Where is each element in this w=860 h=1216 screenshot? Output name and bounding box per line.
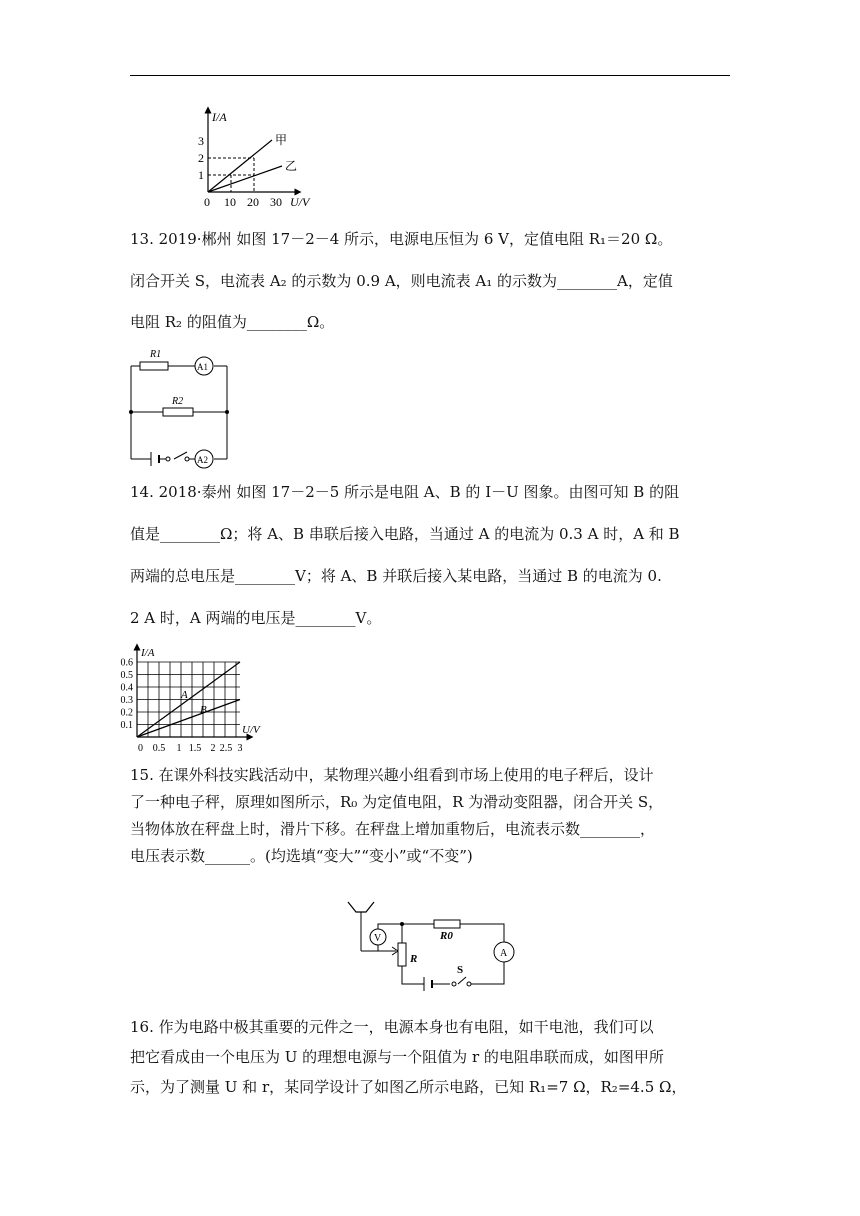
y-tick-0-6: 0.6 <box>120 657 133 669</box>
y-tick-0-5: 0.5 <box>120 670 133 681</box>
q14-line-3: 两端的总电压是________V；将 A、B 并联后接入某电路，当通过 B 的电流为 0. <box>130 567 662 585</box>
r1-label: R1 <box>150 349 162 360</box>
x-tick-2-5: 2.5 <box>219 743 233 754</box>
switch-s <box>452 982 456 986</box>
line-yi <box>208 166 282 192</box>
scale-pan <box>348 902 374 912</box>
q15-line-2: 了一种电子秤，原理如图所示，R₀ 为定值电阻，R 为滑动变阻器，闭合开关 S， <box>130 793 664 811</box>
a2-label: A2 <box>197 455 208 465</box>
q14-line-4: 2 A 时，A 两端的电压是________V。 <box>130 609 382 627</box>
y-tick-0-2: 0.2 <box>120 707 133 719</box>
x-tick-30: 30 <box>270 195 282 209</box>
x-axis-label: U/V <box>290 195 310 209</box>
x-tick-1-5: 1.5 <box>188 743 202 754</box>
q15-line-3: 当物体放在秤盘上时，滑片下移。在秤盘上增加重物后，电流表示数________， <box>130 820 656 838</box>
iu-graph-jia-yi <box>190 104 330 214</box>
x-tick-20: 20 <box>247 195 259 209</box>
y-axis-label: I/A <box>141 647 155 659</box>
q15-line-1: 15. 在课外科技实践活动中，某物理兴趣小组看到市场上使用的电子秤后，设计 <box>130 766 654 784</box>
line-b <box>137 700 240 738</box>
x-axis-label: U/V <box>242 724 260 736</box>
header-rule <box>130 75 730 76</box>
x-tick-2: 2 <box>210 743 216 754</box>
r2-label: R2 <box>172 396 184 407</box>
q16-line-3: 示，为了测量 U 和 r，某同学设计了如图乙所示电路，已知 R₁=7 Ω，R₂=4.5 Ω， <box>130 1078 687 1096</box>
y-axis-label: I/A <box>212 110 227 124</box>
label-jia: 甲 <box>275 133 288 147</box>
q13-line-3: 电阻 R₂ 的阻值为________Ω。 <box>130 313 335 331</box>
x-tick-10: 10 <box>224 195 236 209</box>
resistor-r2 <box>163 408 193 416</box>
q14-line-1: 14. 2018·泰州 如图 17－2－5 所示是电阻 A、B 的 I－U 图象。由图可知 B 的阻 <box>130 483 680 501</box>
q15-line-4: 电压表示数______。(均选填“变大”“变小”或“不变”) <box>130 847 473 865</box>
voltmeter-label: V <box>374 933 382 944</box>
q16-line-2: 把它看成由一个电压为 U 的理想电源与一个阻值为 r 的电阻串联而成，如图甲所 <box>130 1048 664 1066</box>
resistor-r1 <box>140 362 168 370</box>
question-14 <box>130 482 732 628</box>
y-tick-3: 3 <box>198 134 204 148</box>
circuit-17-2-4 <box>124 344 236 470</box>
q13-line-2: 闭合开关 S，电流表 A₂ 的示数为 0.9 A，则电流表 A₁ 的示数为________A，定值 <box>130 272 673 290</box>
origin-label: 0 <box>138 743 143 754</box>
ammeter-label: A <box>500 948 508 959</box>
q16-line-1: 16. 作为电路中极其重要的元件之一，电源本身也有电阻，如干电池，我们可以 <box>130 1018 654 1036</box>
x-tick-0-5: 0.5 <box>152 743 166 754</box>
question-15 <box>130 764 732 867</box>
origin-label: 0 <box>204 195 210 209</box>
a1-label: A1 <box>197 362 208 372</box>
x-tick-1: 1 <box>176 743 182 754</box>
line-jia <box>208 140 272 192</box>
x-tick-3: 3 <box>237 743 243 754</box>
y-tick-0-4: 0.4 <box>120 682 133 694</box>
q14-line-2: 值是________Ω；将 A、B 串联后接入电路，当通过 A 的电流为 0.3 A 时，A 和 B <box>130 525 680 543</box>
resistor-r0 <box>434 920 460 928</box>
iu-graph-a-b <box>118 644 278 756</box>
y-tick-2: 2 <box>198 151 204 165</box>
r0-label: R0 <box>440 930 453 942</box>
question-13 <box>130 229 732 332</box>
question-16 <box>130 1016 732 1098</box>
electronic-scale-circuit <box>340 896 520 1000</box>
switch-label: S <box>457 964 464 976</box>
y-tick-0-3: 0.3 <box>120 695 133 706</box>
q13-line-1: 13. 2019·郴州 如图 17－2－4 所示，电源电压恒为 6 V，定值电阻 R₁＝20 Ω。 <box>130 230 673 248</box>
y-tick-1: 1 <box>198 168 204 182</box>
r-label: R <box>410 953 418 965</box>
label-a: A <box>181 689 188 701</box>
switch-s <box>166 457 170 461</box>
label-b: B <box>200 704 207 716</box>
y-tick-0-1: 0.1 <box>120 720 133 731</box>
sliding-rheostat-r <box>398 943 406 966</box>
label-yi: 乙 <box>285 159 298 173</box>
